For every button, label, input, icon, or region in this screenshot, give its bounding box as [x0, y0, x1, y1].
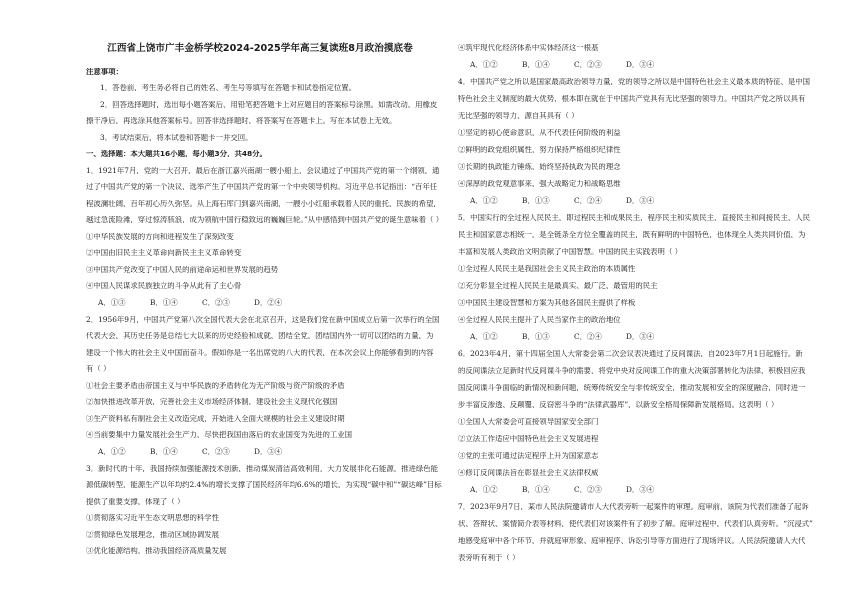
option-c[interactable]: C．②④ [574, 332, 602, 341]
answer-options [458, 197, 808, 204]
question-line: ③长期的执政能力锤炼，始终坚持执政为民的理念 [458, 163, 621, 171]
question-line: ①中华民族发展的方向和进程发生了深刻改变 [86, 233, 234, 241]
question-line: ③优化能源结构，推动我国经济高质量发展 [86, 547, 227, 555]
option-b[interactable]: B．①④ [150, 447, 178, 456]
question-line: ①全过程人民民主是我国社会主义民主政治的本质属性 [458, 265, 636, 273]
question-line: ④筑牢现代化经济体系中实体经济这一根基 [458, 44, 599, 52]
question-line: 4．中国共产党之所以是国家最高政治领导力量，党的领导之所以是中国特色社会主义最本质的特征、是中国 [458, 78, 811, 86]
question-line: 有（ ） [86, 365, 111, 373]
question-line: 国反间谍斗争面临的新情况和新问题，统筹传统安全与非传统安全，推动发展和安全的深度融合，同时进一 [458, 384, 806, 392]
question-line: ②充分彰显全过程人民民主是最真实、最广泛、最管用的民主 [458, 282, 658, 290]
question-line: ③党的主张可通过法定程序上升为国家意志 [458, 452, 599, 460]
option-d[interactable]: D．③④ [626, 332, 655, 341]
question-line: 越过急流险滩，穿过惊涛骇浪，成为领航中国行稳致远的巍巍巨轮。”从中感悟到中国共产党的诞生意味着（ ） [86, 216, 444, 224]
question-line: ④深厚的政党观意事来，强大战略定力和战略思维 [458, 180, 621, 188]
option-d[interactable]: D．②④ [254, 298, 283, 307]
question-line: ④中国人民谋求民族独立的斗争从此有了主心骨 [86, 282, 242, 290]
option-c[interactable]: C．②③ [202, 298, 230, 307]
question-line: 民主和国家意志相统一，是全链条全方位全覆盖的民主，既有鲜明的中国特色，也体现全人类共同价值，为 [458, 231, 806, 239]
answer-options [458, 486, 808, 493]
option-a[interactable]: A．①② [470, 485, 498, 494]
question-line: 5．中国实行的全过程人民民主，即过程民主和成果民主，程序民主和实质民主，直接民主和间接民主，人民 [458, 214, 811, 222]
question-line: ②加快推进改革开放，完善社会主义市场经济体制，建设社会主义现代化强国 [86, 398, 338, 406]
question-line: ④全过程人民民主提升了人民当家作主的政治地位 [458, 316, 621, 324]
option-c[interactable]: C．②③ [574, 60, 602, 69]
question-line: ②贯彻绿色发展理念，推动区域协调发展 [86, 531, 220, 539]
question-line: 1．1921年7月，党的一大召开，最后在浙江嘉兴南湖一艘小船上，会议通过了中国共产党的第一个纲领，通 [86, 167, 440, 175]
page-title: 江西省上饶市广丰金桥学校2024-2025学年高三复读班8月政治摸底卷 [107, 43, 413, 54]
question-line: 程波澜壮阔，百年初心历久弥坚。从上海石库门到嘉兴南湖，一艘小小红船承载着人民的重托，民族的希望， [86, 200, 441, 208]
option-b[interactable]: B．①③ [522, 196, 550, 205]
option-b[interactable]: B．①④ [522, 60, 550, 69]
question-line: ③中国共产党改变了中国人民的前途命运和世界发展的趋势 [86, 266, 279, 274]
option-a[interactable]: A．①③ [98, 298, 126, 307]
option-d[interactable]: D．③④ [626, 196, 655, 205]
question-line: 表旁听有利于（ ） [458, 554, 520, 562]
answer-options [458, 61, 808, 68]
question-line: 步丰富反渗透、反颠覆、反窃密斗争的“法律武器库”，以新安全格局保障新发展格局。这表明（ ） [458, 401, 779, 409]
notice-line: 擦干净后，再选涂其他答案标号。回答非选择题时，将答案写在答题卡上。写在本试卷上无效。 [86, 117, 397, 125]
option-b[interactable]: B．①④ [522, 485, 550, 494]
question-line: 的反间谍法立足新时代反间谍斗争的需要，将党中央对反间谍工作的重大决策部署转化为法律，积极回应我 [458, 367, 806, 375]
answer-options [86, 299, 434, 306]
option-c[interactable]: C．②③ [574, 485, 602, 494]
question-line: 特色社会主义制度的最大优势，根本即在就在于中国共产党具有无比坚强的领导力。中国共产党之所以具有 [458, 95, 806, 103]
question-line: ①坚定的初心使命意识，从不代表任何阶级的利益 [458, 129, 621, 137]
question-line: ②中国由旧民主主义革命向新民主主义革命转变 [86, 249, 242, 257]
question-line: ④修订反间谍法旨在彰显社会主义法律权威 [458, 469, 599, 477]
question-line: 代表大会，其历史任务是总结七大以来的历史经验和成就，团结全党，团结国内外一切可以团结的力量，为 [86, 332, 434, 340]
option-b[interactable]: B．①④ [150, 298, 178, 307]
option-c[interactable]: C．②④ [574, 196, 602, 205]
question-line: ②立法工作适应中国特色社会主义发展进程 [458, 435, 599, 443]
question-line: 无比坚强的领导力，源自其具有（ ） [458, 112, 579, 120]
left-column [86, 0, 444, 608]
question-line: ①贯彻落实习近平生态文明思想的科学性 [86, 514, 220, 522]
question-line: ③中国民主建设智慧和方案为其他各国民主提供了样板 [458, 299, 636, 307]
option-d[interactable]: D．③④ [626, 60, 655, 69]
question-line: 丰富和发展人类政治文明贡献了中国智慧。中国的民主实践表明（ ） [458, 248, 683, 256]
notice-line: 1．答卷前，考生务必将自己的姓名、考生号等填写在答题卡和试卷指定位置。 [100, 84, 356, 92]
option-a[interactable]: A．①② [98, 447, 126, 456]
answer-options [458, 333, 808, 340]
option-d[interactable]: D．③④ [254, 447, 283, 456]
question-line: 状、答辩状、案情简介表等材料，使代表们对该案件有了初步了解。庭审过程中，代表们认真旁听。“沉浸式” [458, 520, 813, 528]
question-line: 提供了重要支撑，体现了（ ） [86, 498, 185, 506]
answer-options [86, 448, 434, 455]
question-line: ④当前要集中力量发展社会生产力，尽快把我国由落后的农业国变为先进的工业国 [86, 431, 353, 439]
notice-line: 3．考试结束后，将本试卷和答题卡一并交回。 [100, 134, 253, 142]
right-column [458, 0, 813, 608]
question-line: ③生产资料私有制社会主义改造完成，开始进入全面大规模的社会主义建设时期 [86, 415, 345, 423]
option-d[interactable]: D．③④ [626, 485, 655, 494]
section-heading: 一、选择题：本大题共16小题，每小题3分，共48分。 [86, 150, 267, 158]
question-line: 源低碳转型，能源生产以年均约2.4%的增长支撑了国民经济年均6.6%的增长，为实现“碳中和”“碳达峰”目标 [86, 481, 442, 489]
question-line: 地感受庭审中各个环节，并就庭审形象、庭审程序、诉讼引导等方面进行了现场评议。人民法院邀请人大代 [458, 537, 806, 545]
option-b[interactable]: B．①③ [522, 332, 550, 341]
option-c[interactable]: C．②③ [202, 447, 230, 456]
question-line: ②鲜明的政党组织属性，努力保持严格组织纪律性 [458, 146, 621, 154]
question-line: ①社会主要矛盾由帝国主义与中华民族的矛盾转化为无产阶级与资产阶级的矛盾 [86, 382, 345, 390]
question-line: 6．2023年4月，第十四届全国人大常委会第二次会议表决通过了反间谍法，自2023年7月1日起施行。新 [458, 350, 803, 358]
question-line: 3．新时代的十年，我国持续加强能源技术创新，推动煤炭清洁高效利用，大力发展非化石能源，推进绿色能 [86, 465, 439, 473]
question-line: 建设一个伟大的社会主义中国而奋斗。假如你是一名出席党的八大的代表，在本次会议上你能够看到的内容 [86, 349, 434, 357]
notice-line: 2．回答选择题时，选出每小题答案后，用铅笔把答题卡上对应题目的答案标号涂黑。如需改动，用橡皮 [100, 101, 438, 109]
question-line: 7．2023年9月7日，某市人民法院邀请市人大代表旁听一起案件的审理。庭审前，该院为代表们准备了起诉 [458, 503, 809, 511]
option-a[interactable]: A．①② [470, 332, 498, 341]
option-a[interactable]: A．①② [470, 60, 498, 69]
notice-heading: 注意事项： [86, 68, 123, 76]
question-line: 过了中国共产党的第一个决议，选举产生了中国共产党的第一个中央领导机构。习近平总书记指出：“百年任 [86, 183, 438, 191]
question-line: ①全国人大常委会可直接领导国家安全部门 [458, 418, 599, 426]
option-a[interactable]: A．①② [470, 196, 498, 205]
question-line: 2．1956年9月，中国共产党第八次全国代表大会在北京召开，这是我们党在新中国成立后第一次举行的全国 [86, 316, 440, 324]
